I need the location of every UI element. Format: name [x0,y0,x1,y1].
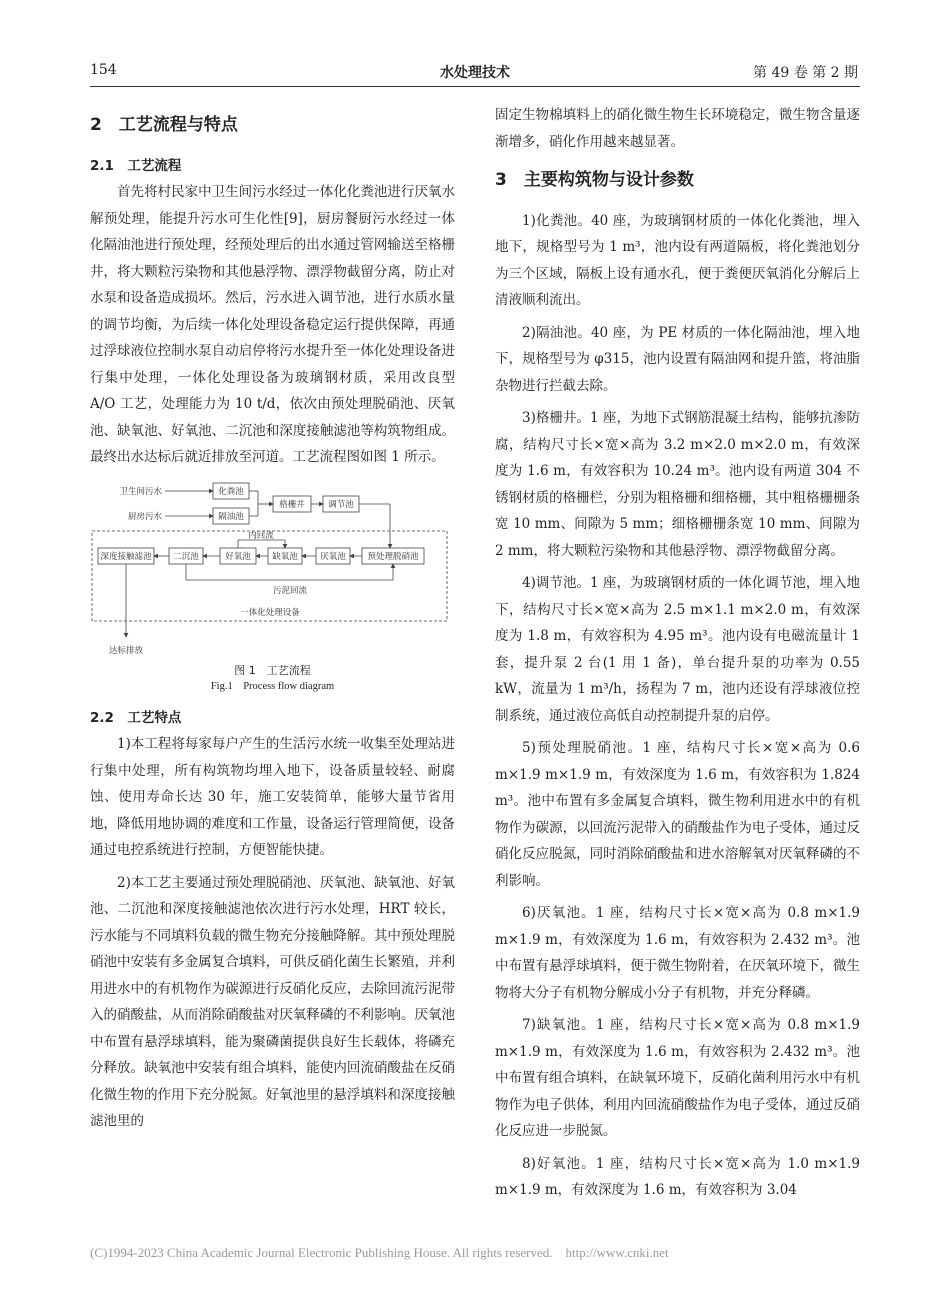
journal-title: 水处理技术 [440,65,510,81]
paragraph-septic-tank: 1)化粪池。40 座，为玻璃钢材质的一体化化粪池，埋入地下，规格型号为 1 m³，池内设有两道隔板，将化粪池划分为三个区域，隔板上设有通水孔，便于粪便厌氧消化分解后上清液顺利流出。 [495,212,860,308]
paragraph-2-2-1: 1)本工程将每家每户产生的生活污水统一收集至处理站进行集中处理，所有构筑物均埋入地下，设备质量较轻、耐腐蚀、使用寿命长达 30 年，施工安装简单，能够大量节省用地，降低用地协调的难度和工作量，设备运行管理简便，设备通过电控系统进行控制，方便智能快捷。 [90,736,455,858]
header-rule [90,86,860,87]
fig-box-grease: 隔油池 [218,510,244,521]
process-flow-figure [90,479,455,659]
fig-box-filter: 深度接触滤池 [100,550,152,561]
fig-box-septic: 化粪池 [218,485,244,496]
paragraph-screen-well: 3)格栅井。1 座，为地下式钢筋混凝土结构，能够抗渗防腐，结构尺寸长×宽×高为 3.2 m×2.0 m×2.0 m，有效深度为 1.6 m，有效容积为 10.24 m³。池内设有两道 304 不锈钢材质的格栅栏，分别为粗格栅和细格栅，其中粗格栅栅条宽 10 mm、间隙为 5 mm；细格栅栅条宽 10 mm、间隙为 2 mm，将大颗粒污染物和其他悬浮物、漂浮物截留分离。 [495,410,860,559]
figure-caption-cn: 图 1 工艺流程 [234,663,311,677]
fig-label-discharge: 达标排放 [108,644,144,655]
section-2-2-heading: 2.2 工艺特点 [90,709,182,726]
fig-box-screen: 格栅井 [279,498,305,509]
fig-box-anaerobic: 厌氧池 [320,550,346,561]
section-3-heading: 3 主要构筑物与设计参数 [495,170,694,190]
fig-box-aerobic: 好氧池 [225,550,251,561]
paragraph-regulating-tank: 4)调节池。1 座，为玻璃钢材质的一体化调节池，埋入地下，结构尺寸长×宽×高为 2.5 m×1.1 m×2.0 m，有效深度为 1.8 m，有效容积为 4.95 m³。池内设有电磁流量计 1 套，提升泵 2 台(1 用 1 备)，单台提升泵的功率为 0.55 kW，流量为 1 m³/h，扬程为 7 m，池内还设有浮球液位控制系统，通过液位高低自动控制提升泵的启停。 [495,575,860,724]
right-column [495,102,860,1204]
section-2-1-heading: 2.1 工艺流程 [90,157,182,174]
section-2-heading: 2 工艺流程与特点 [90,115,238,135]
fig-label-toilet: 卫生间污水 [119,485,162,496]
paragraph-pre-denitrification: 5)预处理脱硝池。1 座，结构尺寸长×宽×高为 0.6 m×1.9 m×1.9 m，有效深度为 1.6 m，有效容积为 1.824 m³。池中布置有多金属复合填料，微生物利用进水中的有机物作为碳源，以回流污泥带入的硝酸盐作为电子受体，通过反硝化反应脱氮，同时消除硝酸盐和进水溶解氧对厌氧释磷的不利影响。 [495,740,860,889]
fig-box-regulate: 调节池 [328,498,354,509]
paragraph-aerobic-tank: 8)好氧池。1 座，结构尺寸长×宽×高为 1.0 m×1.9 m×1.9 m，有效深度为 1.6 m，有效容积为 3.04 [495,1155,860,1198]
figure-caption-en: Fig.1 Process flow diagram [210,680,335,692]
fig-label-internal: 内回流 [248,529,274,540]
paragraph-grease-trap: 2)隔油池。40 座，为 PE 材质的一体化隔油池，埋入地下，规格型号为 φ315，池内设置有隔油网和提升篮，将油脂杂物进行拦截去除。 [495,324,860,394]
paragraph-anoxic-tank: 7)缺氧池。1 座，结构尺寸长×宽×高为 0.8 m×1.9 m×1.9 m，有效深度为 1.6 m，有效容积为 2.432 m³。池中布置有组合填料，在缺氧环境下，反硝化菌利用污水中有机物作为电子供体，利用内回流硝酸盐作为电子受体，通过反硝化反应进一步脱氮。 [495,1017,860,1139]
page-number: 154 [90,62,117,78]
left-column [90,102,455,1135]
copyright-footer: (C)1994-2023 China Academic Journal Electronic Publishing House. All rights reserved. http://www.cnki.net [90,1245,669,1260]
fig-label-kitchen: 厨房污水 [127,510,162,521]
issue-info: 第 49 卷 第 2 期 [753,65,858,81]
paragraph-anaerobic-tank: 6)厌氧池。1 座，结构尺寸长×宽×高为 0.8 m×1.9 m×1.9 m，有效深度为 1.6 m，有效容积为 2.432 m³。池中布置有悬浮球填料，便于微生物附着，在厌氧环境下，微生物将大分子有机物分解成小分子有机物，并充分释磷。 [495,905,860,1001]
paragraph-2-2-2: 2)本工艺主要通过预处理脱硝池、厌氧池、缺氧池、好氧池、二沉池和深度接触滤池依次进行污水处理，HRT 较长，污水能与不同填料负载的微生物充分接触降解。其中预处理脱硝池中安装有多金属复合填料，可供反硝化菌生长繁殖，并利用进水中的有机物作为碳源进行反硝化反应，去除回流污泥带入的硝酸盐，从而消除硝酸盐对厌氧释磷的不利影响。厌氧池中布置有悬浮球填料，能为聚磷菌提供良好生长载体，将磷充分释放。缺氧池中安装有组合填料，能使内回流硝酸盐在反硝化微生物的作用下充分脱氮。好氧池里的悬浮填料和深度接触滤池里的 [90,874,455,1129]
fig-label-integrated: 一体化处理设备 [240,606,300,617]
fig-box-pre: 预处理脱硝池 [367,550,419,561]
fig-box-anoxic: 缺氧池 [272,550,298,561]
paragraph-2-1: 首先将村民家中卫生间污水经过一体化化粪池进行厌氧水解预处理，能提升污水可生化性[9]，厨房餐厨污水经过一体化隔油池进行预处理，经预处理后的出水通过管网输送至格栅井，将大颗粒污染物和其他悬浮物、漂浮物截留分离，防止对水泵和设备造成损坏。然后，污水进入调节池，进行水质水量的调节均衡，为后续一体化处理设备稳定运行提供保障，再通过浮球液位控制水泵自动启停将污水提升至一体化处理设备进行集中处理，一体化处理设备为玻璃钢材质，采用改良型 A/O 工艺，处理能力为 10 t/d，依次由预处理脱硝池、厌氧池、缺氧池、好氧池、二沉池和深度接触滤池等构筑物组成。最终出水达标后就近排放至河道。工艺流程图如图 1 所示。 [90,184,455,465]
fig-label-sludge: 污泥回流 [272,584,308,595]
fig-box-settle: 二沉池 [173,550,199,561]
paragraph-continued: 固定生物棉填料上的硝化微生物生长环境稳定，微生物含量逐渐增多，硝化作用越来越显著。 [495,107,860,150]
